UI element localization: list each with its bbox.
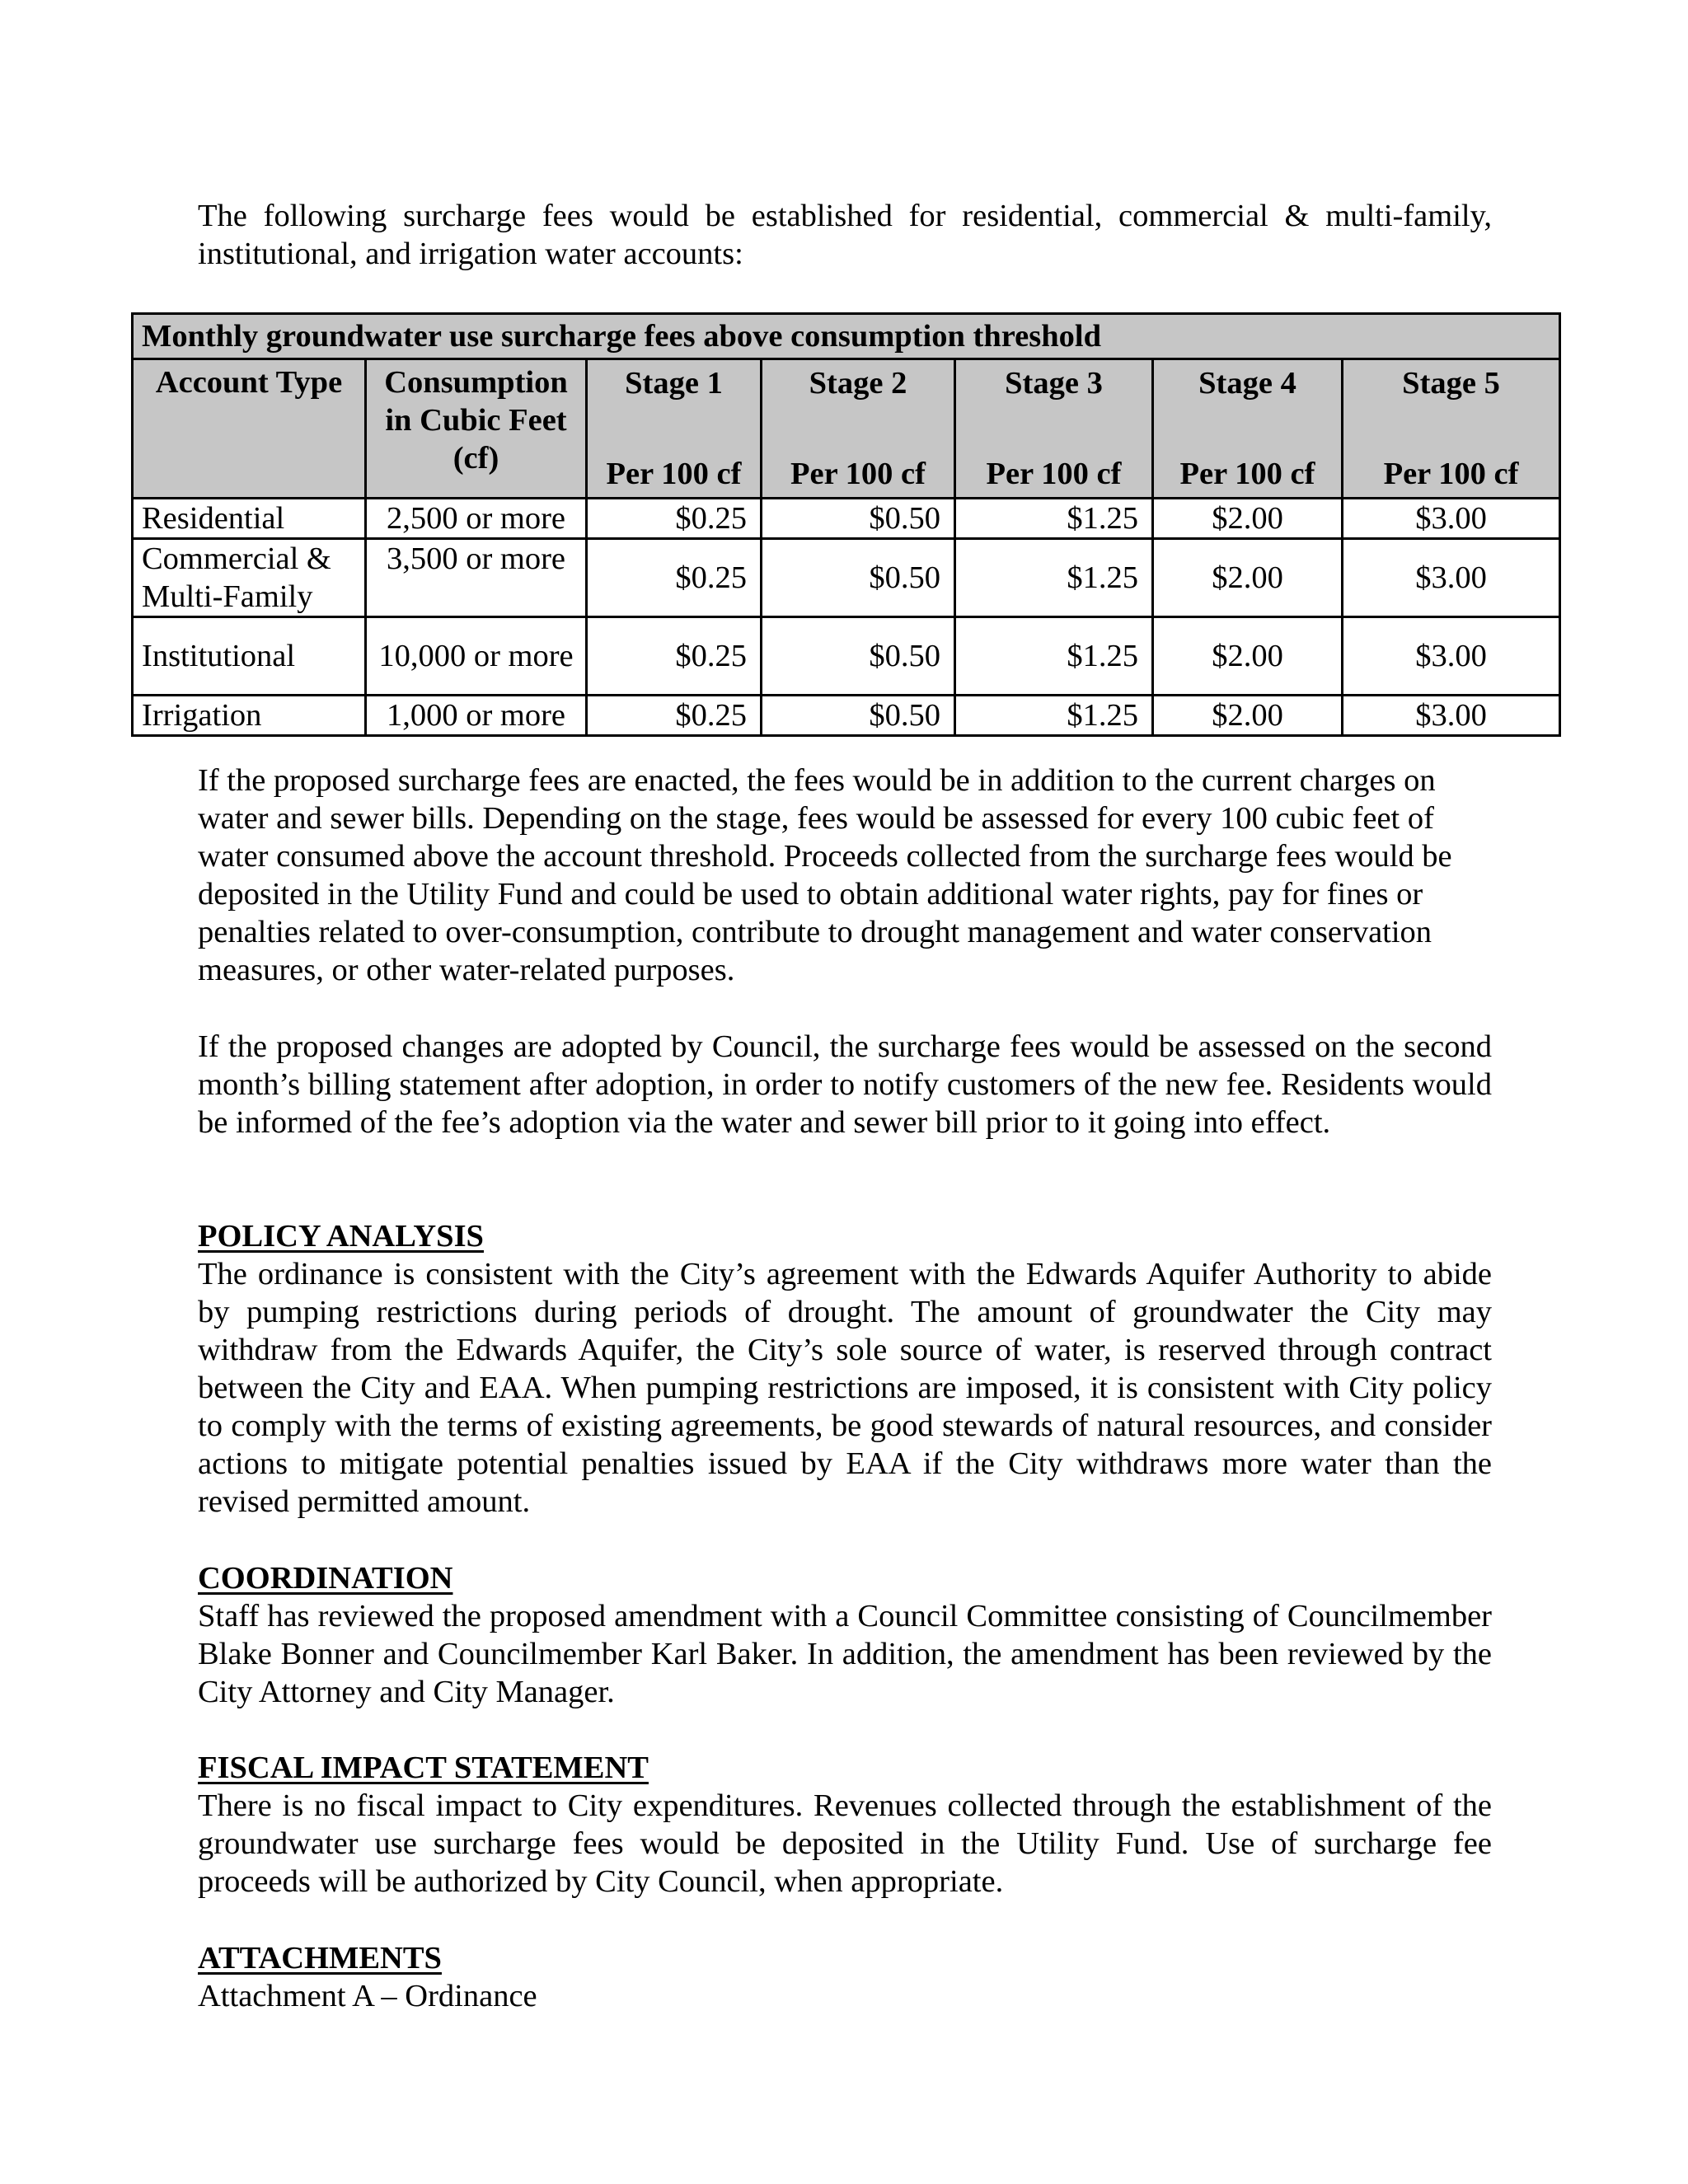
fee-cell: $3.00	[1343, 617, 1560, 696]
table-row	[133, 696, 1560, 736]
fee-cell: $1.25	[955, 539, 1153, 617]
adopted-paragraph: If the proposed changes are adopted by Council, the surcharge fees would be assessed on the second month’s billing statement after adoption, in order to notify customers of the new fee. Residents would be informed of the fee’s adoption via the water and sewer bill prior to it going into effect.	[198, 1029, 1492, 1140]
stage-unit: Per 100 cf	[1179, 457, 1315, 491]
fee-cell: $0.25	[587, 539, 762, 617]
section-heading: POLICY ANALYSIS	[198, 1219, 484, 1254]
stage-label: Stage 5	[1402, 366, 1500, 401]
fee-cell: $2.00	[1153, 617, 1343, 696]
consumption-cell: 3,500 or more	[366, 539, 587, 617]
surcharge-fee-table	[131, 312, 1561, 737]
account-type-cell: Residential	[133, 499, 366, 539]
section-body: Staff has reviewed the proposed amendment with a Council Committee consisting of Councilmember Blake Bonner and Councilmember Karl Baker. In addition, the amendment has been reviewed by the City Attorney and City Manager.	[198, 1599, 1492, 1709]
header-consumption: Consumption in Cubic Feet (cf)	[366, 359, 587, 499]
fee-cell: $0.25	[587, 617, 762, 696]
stage-unit: Per 100 cf	[1383, 457, 1519, 491]
fee-cell: $0.25	[587, 499, 762, 539]
header-stage-4	[1153, 359, 1343, 499]
account-type-cell: Irrigation	[133, 696, 366, 736]
table-row	[133, 539, 1560, 617]
coordination-section	[198, 1559, 1492, 1711]
header-stage-5	[1343, 359, 1560, 499]
section-body: There is no fiscal impact to City expenditures. Revenues collected through the establishment of the groundwater use surcharge fees would be deposited in the Utility Fund. Use of surcharge fee proceeds will be authorized by City Council, when appropriate.	[198, 1788, 1492, 1899]
section-body: Attachment A – Ordinance	[198, 1979, 537, 2013]
fee-cell: $0.50	[762, 499, 955, 539]
fee-cell: $2.00	[1153, 539, 1343, 617]
account-type-cell: Commercial & Multi-Family	[133, 539, 366, 617]
stage-label: Stage 2	[809, 366, 907, 401]
stage-label: Stage 3	[1005, 366, 1103, 401]
fee-cell: $2.00	[1153, 499, 1343, 539]
fee-cell: $0.50	[762, 696, 955, 736]
fee-cell: $1.25	[955, 696, 1153, 736]
header-stage-3	[955, 359, 1153, 499]
fee-cell: $0.25	[587, 696, 762, 736]
enacted-paragraph: If the proposed surcharge fees are enacted, the fees would be in addition to the current charges on water and sewer bills. Depending on the stage, fees would be assessed for every 100 cubic feet of water consumed above the account threshold. Proceeds collected from the surcharge fees would be deposited in the Utility Fund and could be used to obtain additional water rights, pay for fines or penalties related to over-consumption, contribute to drought management and water conservation measures, or other water-related purposes.	[198, 763, 1452, 987]
section-heading: ATTACHMENTS	[198, 1941, 442, 1975]
consumption-cell: 2,500 or more	[366, 499, 587, 539]
table-row	[133, 499, 1560, 539]
policy-analysis-section	[198, 1217, 1492, 1521]
fee-cell: $0.50	[762, 617, 955, 696]
fee-cell: $3.00	[1343, 696, 1560, 736]
fiscal-impact-section	[198, 1749, 1492, 1900]
stage-unit: Per 100 cf	[606, 457, 742, 491]
section-body: The ordinance is consistent with the City’s agreement with the Edwards Aquifer Authority to abide by pumping restrictions during periods of drought. The amount of groundwater the City may withdraw from the Edwards Aquifer, the City’s sole source of water, is reserved through contract between the City and EAA. When pumping restrictions are imposed, it is consistent with City policy to comply with the terms of existing agreements, be good stewards of natural resources, and consider actions to mitigate potential penalties issued by EAA if the City withdraws more water than the revised permitted amount.	[198, 1257, 1492, 1519]
header-stage-2	[762, 359, 955, 499]
section-heading: COORDINATION	[198, 1561, 453, 1596]
stage-unit: Per 100 cf	[986, 457, 1122, 491]
stage-label: Stage 1	[625, 366, 723, 401]
fee-cell: $2.00	[1153, 696, 1343, 736]
attachments-section	[198, 1939, 1492, 2015]
table-row	[133, 617, 1560, 696]
stage-unit: Per 100 cf	[790, 457, 926, 491]
header-stage-1	[587, 359, 762, 499]
fee-cell: $0.50	[762, 539, 955, 617]
fee-cell: $3.00	[1343, 499, 1560, 539]
fee-cell: $1.25	[955, 617, 1153, 696]
fee-cell: $1.25	[955, 499, 1153, 539]
section-heading: FISCAL IMPACT STATEMENT	[198, 1750, 649, 1785]
consumption-cell: 1,000 or more	[366, 696, 587, 736]
table-caption: Monthly groundwater use surcharge fees above consumption threshold	[133, 314, 1560, 359]
header-account-type: Account Type	[133, 359, 366, 499]
account-type-cell: Institutional	[133, 617, 366, 696]
intro-paragraph: The following surcharge fees would be established for residential, commercial & multi-family, institutional, and irrigation water accounts:	[198, 199, 1492, 271]
consumption-cell: 10,000 or more	[366, 617, 587, 696]
stage-label: Stage 4	[1198, 366, 1296, 401]
fee-cell: $3.00	[1343, 539, 1560, 617]
